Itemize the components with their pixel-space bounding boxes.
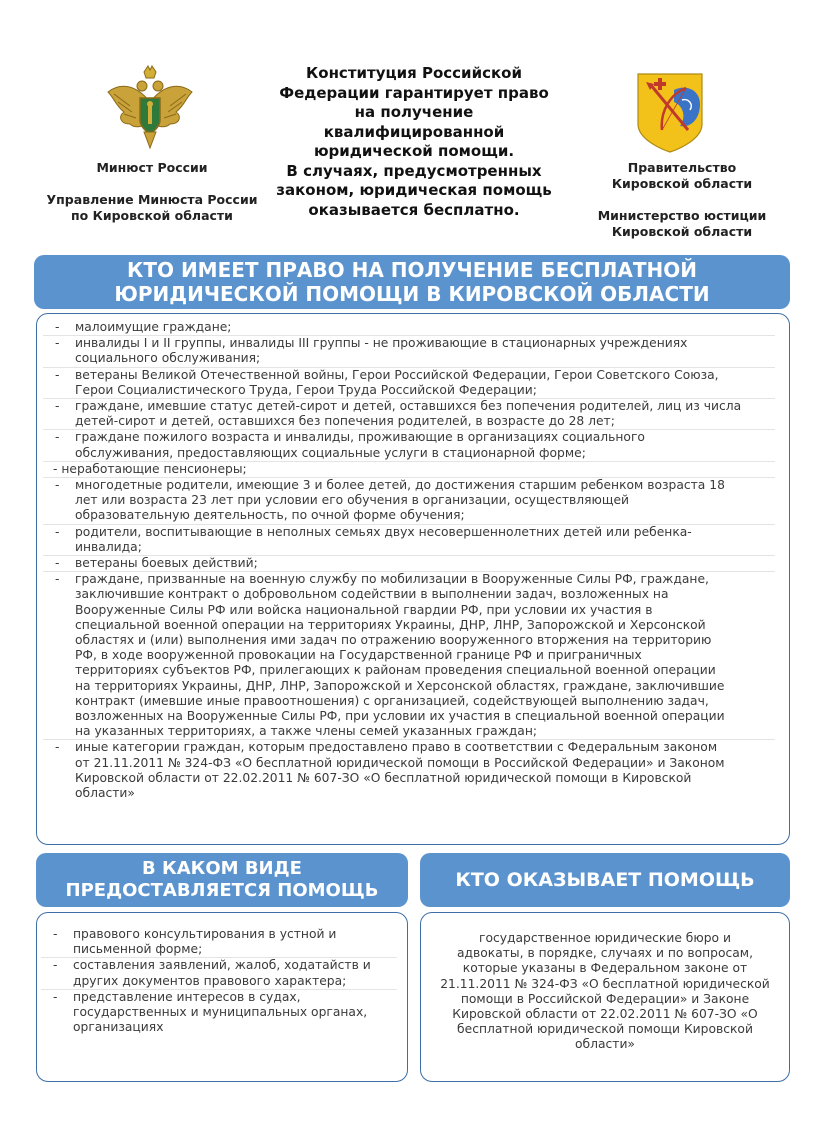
eligible-categories-box [36, 313, 790, 845]
section-title-forms-of-help [36, 853, 408, 907]
right-org-government-line: Правительство [627, 160, 737, 175]
eagle-emblem-icon [104, 62, 196, 154]
left-org-department-line: по Кировской области [71, 208, 233, 223]
list-item [41, 958, 397, 989]
motto-line: квалифицированной [323, 122, 505, 141]
list-bullet: - [55, 524, 60, 539]
list-item [41, 927, 397, 958]
who-provides-help-line: помощи в Российской Федерации» и Законе [460, 991, 750, 1006]
motto-line: законом, юридическая помощь [276, 181, 552, 199]
list-item-line: РФ, в ходе вооруженной провокации на Государственной границе РФ и приграничных [75, 648, 642, 663]
who-provides-help-line: бесплатной юридической помощи Кировской [457, 1022, 753, 1037]
list-item-line: ветераны боевых действий; [75, 556, 258, 571]
motto-line: на получение [354, 103, 474, 121]
list-item-line: Кировской области от 22.02.2011 № 607-ЗО «О бесплатной юридической помощи в Кировской [75, 770, 692, 785]
who-provides-help-line: адвокаты, в порядке, случаях и по вопросам, [457, 946, 753, 961]
list-item-line: инвалиды I и II группы, инвалиды III группы - не проживающие в стационарных учреждениях [75, 336, 688, 351]
list-item [43, 525, 775, 556]
list-bullet: - [53, 989, 58, 1004]
list-item-line: граждане, призванные на военную службу по мобилизации в Вооруженные Силы РФ, граждане, [75, 572, 709, 587]
list-item [43, 556, 775, 572]
list-item-line: Герои Социалистического Труда, Герои Труда Российской Федерации; [75, 382, 537, 397]
section-title-who-is-eligible [34, 255, 790, 309]
list-item [43, 336, 775, 367]
motto-line: В случаях, предусмотренных [286, 161, 542, 180]
list-item [43, 320, 775, 336]
section-title-line: ПРЕДОСТАВЛЯЕТСЯ ПОМОЩЬ [65, 880, 379, 901]
list-item-line: правового консультирования в устной и [73, 927, 337, 941]
list-bullet: - [53, 927, 58, 941]
list-item-line: специальной военной операции на территориях Украины, ДНР, ЛНР, Запорожской и Херсонской [75, 617, 706, 632]
section-title-line: ЮРИДИЧЕСКОЙ ПОМОЩИ В КИРОВСКОЙ ОБЛАСТИ [114, 282, 710, 306]
list-item [43, 462, 775, 478]
who-provides-help-line: 21.11.2011 № 324-ФЗ «О бесплатной юридической [440, 976, 770, 991]
who-provides-help-text [435, 931, 775, 1053]
list-item-line: образовательную деятельность, по очной форме обучения; [75, 508, 465, 523]
list-item-line: граждане, имевшие статус детей-сирот и детей, оставшихся без попечения родителей, лиц из числа [75, 399, 742, 414]
motto-line: оказывается бесплатно. [308, 200, 520, 219]
section-title-line: КТО ИМЕЕТ ПРАВО НА ПОЛУЧЕНИЕ БЕСПЛАТНОЙ [126, 258, 698, 282]
list-bullet: - [55, 740, 60, 755]
who-provides-help-box [420, 912, 790, 1082]
list-item-line: инвалида; [75, 539, 142, 554]
right-org-ministry [566, 208, 798, 240]
eligible-categories-list [43, 320, 775, 801]
section-title-line: В КАКОМ ВИДЕ [142, 858, 302, 879]
motto-line: Конституция Российской [306, 64, 522, 82]
list-item [43, 572, 775, 740]
list-bullet: - [53, 958, 58, 973]
right-org-government-line: Кировской области [611, 176, 753, 191]
list-item-line: заключившие контракт о добровольном содействии в выполнении задач, возложенных на [75, 587, 669, 602]
list-item-line: области» [75, 786, 135, 801]
left-org-department-line: Управление Минюста России [46, 192, 258, 207]
list-item-line: возложенных на Вооруженные Силы РФ, при условии их участия в специальной военной операции [75, 709, 725, 724]
list-item-line: территориях субъектов РФ, прилегающих к районам проведения специальной военной операции [75, 663, 716, 678]
forms-of-help-list [41, 927, 397, 1035]
list-item [41, 990, 397, 1036]
list-bullet: - [55, 478, 60, 493]
list-bullet: - [55, 320, 60, 334]
list-item-line: многодетные родители, имеющие 3 и более детей, до достижения старшим ребенком возраста 18 [75, 478, 725, 493]
right-org-ministry-line: Министерство юстиции [597, 208, 767, 223]
who-provides-help-line: области» [575, 1037, 635, 1052]
list-item-line: на территориях Украины, ДНР, ЛНР, Запорожской и Херсонской областях, граждане, заключившие [75, 678, 725, 693]
list-item-line: других документов правового характера; [73, 973, 347, 988]
right-org-ministry-line: Кировской области [611, 224, 753, 239]
list-item-line: родители, воспитывающие в неполных семьях двух несовершеннолетних детей или ребенка- [75, 524, 692, 539]
who-provides-help-line: государственное юридические бюро и [479, 931, 731, 945]
list-item-line: областях и (или) выполнения ими задач по отражению вооруженного вторжения на территорию [75, 633, 712, 648]
motto-line: Федерации гарантирует право [279, 83, 549, 102]
constitution-motto [268, 64, 560, 220]
list-item-line: малоимущие граждане; [75, 320, 232, 334]
list-item [43, 740, 775, 801]
list-item-line: государственных и муниципальных органах, [73, 1005, 368, 1020]
list-item-line: Вооруженные Силы РФ или войска национальной гвардии РФ, при условии их участия в [75, 602, 653, 617]
right-org-government [566, 160, 798, 192]
list-item [43, 478, 775, 525]
list-item-line: лет или возраста 23 лет при условии его обучения в организации, осуществляющей [75, 493, 630, 508]
motto-line: юридической помощи. [313, 142, 515, 160]
list-bullet: - [55, 430, 60, 445]
list-item-line: социального обслуживания; [75, 351, 261, 366]
list-item-line: - неработающие пенсионеры; [53, 461, 247, 476]
list-bullet: - [55, 367, 60, 382]
list-bullet: - [55, 399, 60, 414]
list-item [43, 430, 775, 461]
list-item-line: обслуживания, предоставляющих социальные услуги в стационарной форме; [75, 445, 586, 460]
list-bullet: - [55, 336, 60, 351]
list-item-line: иные категории граждан, которым предоставлено право в соответствии с Федеральным законом [75, 740, 718, 755]
list-item-line: организациях [73, 1020, 164, 1035]
section-title-who-provides-help: КТО ОКАЗЫВАЕТ ПОМОЩЬ [420, 853, 790, 907]
left-org-department [40, 192, 264, 224]
list-item-line: от 21.11.2011 № 324-ФЗ «О бесплатной юридической помощи в Российской Федерации» и Законом [75, 755, 725, 770]
who-provides-help-line: Кировской области от 22.02.2011 № 607-ЗО «О [452, 1007, 758, 1022]
list-item-line: контракт (имевшие иные правоотношения) с организацией, содействующей выполнению задач, [75, 693, 709, 708]
who-provides-help-line: которые указаны в Федеральном законе от [462, 961, 748, 976]
list-item [43, 399, 775, 430]
kirov-coat-of-arms-icon [634, 70, 706, 154]
list-bullet: - [55, 556, 60, 571]
list-item-line: представление интересов в судах, [73, 989, 301, 1004]
list-item [43, 368, 775, 399]
list-item-line: граждане пожилого возраста и инвалиды, проживающие в организациях социального [75, 430, 645, 445]
minjust-label: Минюст России [96, 160, 208, 175]
list-item-line: письменной форме; [73, 942, 203, 957]
list-item-line: ветераны Великой Отечественной войны, Герои Российской Федерации, Герои Советского Союза, [75, 367, 719, 382]
forms-of-help-box [36, 912, 408, 1082]
list-bullet: - [55, 572, 60, 587]
header [0, 0, 832, 250]
list-item-line: на указанных территориях, а также члены семей указанных граждан; [75, 724, 538, 739]
list-item-line: составления заявлений, жалоб, ходатайств и [73, 958, 371, 973]
list-item-line: детей-сирот и детей, оставшихся без попечения родителей, в возрасте до 28 лет; [75, 414, 615, 429]
